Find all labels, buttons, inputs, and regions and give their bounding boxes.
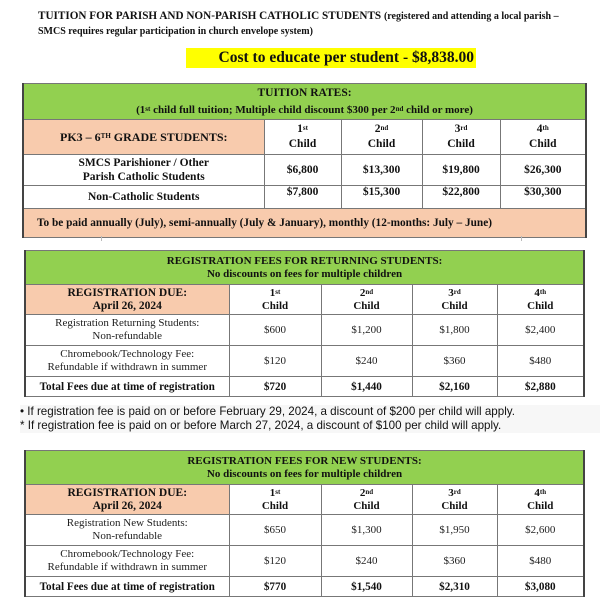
cell-value: $30,300 xyxy=(500,186,586,209)
new-students-header xyxy=(25,451,584,485)
cell-value: $360 xyxy=(412,346,497,377)
cell-value: $22,800 xyxy=(422,186,500,209)
col-header-2nd-child: 2nd Child xyxy=(321,485,412,515)
total-label: Total Fees due at time of registration xyxy=(25,377,229,397)
total-value: $2,880 xyxy=(497,377,584,397)
registration-due: REGISTRATION DUE: April 26, 2024 xyxy=(25,485,229,515)
total-label: Total Fees due at time of registration xyxy=(25,577,229,597)
cell-value: $13,300 xyxy=(341,155,422,186)
cell-value: $120 xyxy=(229,346,321,377)
cell-value: $2,400 xyxy=(497,315,584,346)
tuition-subtitle: (1st child full tuition; Multiple child discount $300 per 2nd child or more) xyxy=(136,103,473,116)
cell-value: $19,800 xyxy=(422,155,500,186)
cell-value: $1,800 xyxy=(412,315,497,346)
col-header-3rd-child: 3rd Child xyxy=(412,485,497,515)
cell-value: $240 xyxy=(321,346,412,377)
payment-note: To be paid annually (July), semi-annually (July & January), monthly (12-months: July – June) xyxy=(23,209,586,238)
row-label: SMCS Parishioner / Other Parish Catholic Students xyxy=(23,155,264,186)
row-label: Registration New Students: Non-refundable xyxy=(25,515,229,546)
cell-value: $1,200 xyxy=(321,315,412,346)
divider-tick xyxy=(101,236,102,241)
cell-value: $15,300 xyxy=(341,186,422,209)
cell-value: $240 xyxy=(321,546,412,577)
returning-header xyxy=(25,251,584,285)
grade-label: PK3 – 6TH GRADE STUDENTS: xyxy=(23,120,264,155)
cell-value: $650 xyxy=(229,515,321,546)
cell-value: $360 xyxy=(412,546,497,577)
discount-note: * If registration fee is paid on or before March 27, 2024, a discount of $100 per child will apply. xyxy=(20,419,502,432)
cell-value: $120 xyxy=(229,546,321,577)
total-value: $720 xyxy=(229,377,321,397)
total-row xyxy=(25,577,584,597)
col-header-3rd-child: 3rd Child xyxy=(412,285,497,315)
total-row xyxy=(25,377,584,397)
col-header-4th-child: 4th Child xyxy=(497,485,584,515)
total-value: $1,540 xyxy=(321,577,412,597)
table-row xyxy=(25,346,584,377)
registration-due: REGISTRATION DUE: April 26, 2024 xyxy=(25,285,229,315)
col-header-2nd-child: 2nd Child xyxy=(341,120,422,155)
col-header-1st-child: 1st Child xyxy=(229,485,321,515)
returning-title: REGISTRATION FEES FOR RETURNING STUDENTS: xyxy=(166,254,443,267)
cell-value: $6,800 xyxy=(264,155,341,186)
col-header-1st-child: 1st Child xyxy=(229,285,321,315)
table-row xyxy=(25,315,584,346)
total-value: $2,160 xyxy=(412,377,497,397)
cell-value: $480 xyxy=(497,546,584,577)
col-header-4th-child: 4th Child xyxy=(500,120,586,155)
cell-value: $7,800 xyxy=(264,186,341,209)
col-header-2nd-child: 2nd Child xyxy=(321,285,412,315)
new-students-fees-table xyxy=(24,450,585,597)
cost-banner: Cost to educate per student - $8,838.00 xyxy=(186,48,476,68)
cell-value: $1,950 xyxy=(412,515,497,546)
returning-fees-table xyxy=(24,250,585,397)
table-row xyxy=(23,155,586,186)
cell-value: $600 xyxy=(229,315,321,346)
total-value: $2,310 xyxy=(412,577,497,597)
col-header-4th-child: 4th Child xyxy=(497,285,584,315)
cell-value: $480 xyxy=(497,346,584,377)
new-students-subtitle: No discounts on fees for multiple children xyxy=(206,467,403,480)
intro-heading: TUITION FOR PARISH AND NON-PARISH CATHOLIC STUDENTS xyxy=(38,10,382,22)
returning-subtitle: No discounts on fees for multiple children xyxy=(206,267,403,280)
tuition-title: TUITION RATES: xyxy=(257,86,352,99)
discount-notes xyxy=(20,405,600,433)
cell-value: $26,300 xyxy=(500,155,586,186)
total-value: $3,080 xyxy=(497,577,584,597)
cell-value: $2,600 xyxy=(497,515,584,546)
total-value: $770 xyxy=(229,577,321,597)
row-label: Chromebook/Technology Fee: Refundable if withdrawn in summer xyxy=(25,546,229,577)
tuition-header xyxy=(23,84,586,120)
total-value: $1,440 xyxy=(321,377,412,397)
col-header-1st-child: 1st Child xyxy=(264,120,341,155)
table-row xyxy=(25,546,584,577)
row-label: Non-Catholic Students xyxy=(23,186,264,209)
row-label: Registration Returning Students: Non-refundable xyxy=(25,315,229,346)
row-label: Chromebook/Technology Fee: Refundable if withdrawn in summer xyxy=(25,346,229,377)
col-header-3rd-child: 3rd Child xyxy=(422,120,500,155)
intro-note: (registered and attending a local parish – SMCS requires regular participation in church envelope system) xyxy=(38,11,559,37)
intro-text xyxy=(38,9,578,39)
table-row xyxy=(23,186,586,209)
new-students-title: REGISTRATION FEES FOR NEW STUDENTS: xyxy=(187,454,422,467)
table-row xyxy=(25,515,584,546)
cell-value: $1,300 xyxy=(321,515,412,546)
divider-tick xyxy=(521,236,522,241)
discount-note: • If registration fee is paid on or before February 29, 2024, a discount of $200 per child will apply. xyxy=(20,405,515,418)
tuition-table xyxy=(22,83,587,238)
